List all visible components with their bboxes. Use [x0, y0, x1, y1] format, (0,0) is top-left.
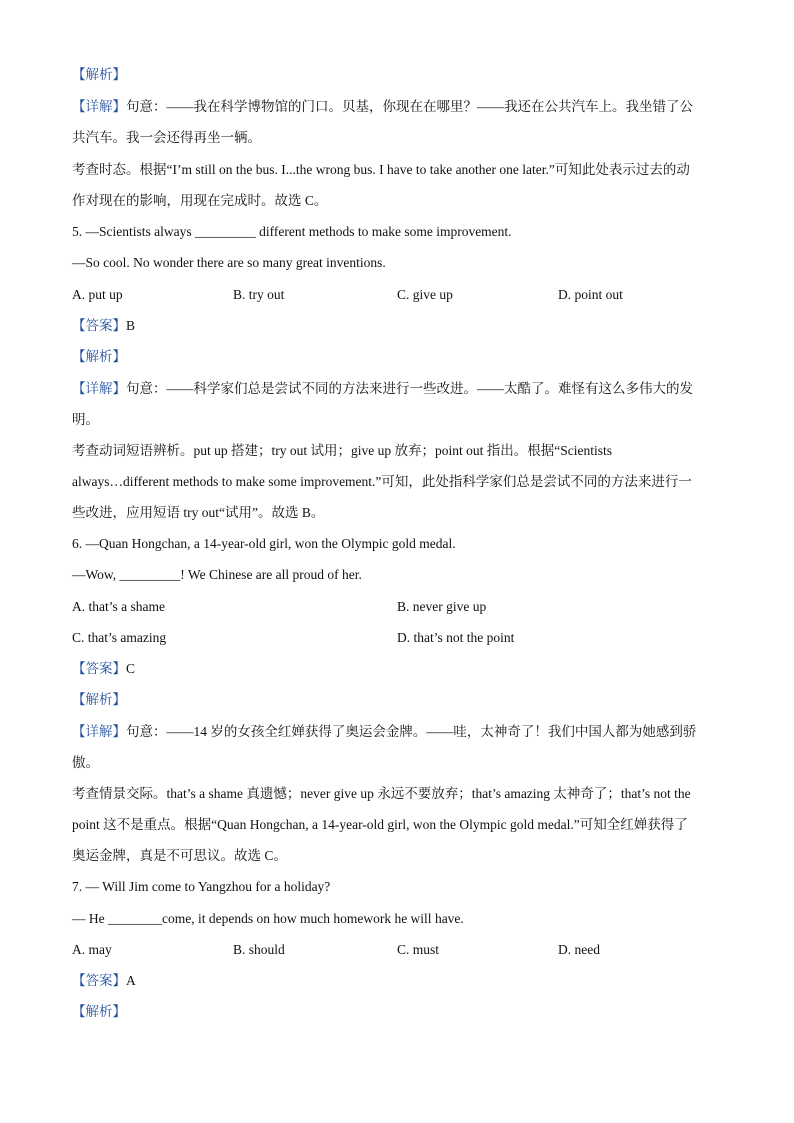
q5-explanation-end: 些改进，应用短语 try out“试用”。故选 B。 — [72, 505, 325, 520]
q6-answer-value: C — [126, 661, 136, 676]
q6-explanation-cont: point 这不是重点。根据“Quan Hongchan, a 14-year-old girl, won the Olympic gold medal.”可知全红婵获得了 — [72, 817, 688, 832]
q6-option-d: D. that’s not the point — [397, 630, 515, 645]
analysis-label: 【解析】 — [72, 67, 126, 82]
question-7-stem: 7. — Will Jim come to Yangzhou for a holiday? — [72, 879, 331, 894]
q5-detail-text: 【详解】句意：——科学家们总是尝试不同的方法来进行一些改进。——太酷了。难怪有这么多伟大的发 — [72, 381, 693, 396]
q6-detail-text-cont: 傲。 — [72, 755, 99, 770]
q5-explanation-cont: always…different methods to make some improvement.”可知，此处指科学家们总是尝试不同的方法来进行一 — [72, 474, 692, 489]
question-5-stem: 5. —Scientists always _________ different methods to make some improvement. — [72, 224, 512, 239]
explanation-text: 考查时态。根据“I’m still on the bus. I...the wrong bus. I have to take another one later.”可知此处表示过去的动 — [72, 162, 690, 177]
q5-detail-body: 句意：——科学家们总是尝试不同的方法来进行一些改进。——太酷了。难怪有这么多伟大的发 — [126, 381, 693, 396]
q6-option-a: A. that’s a shame — [72, 599, 165, 614]
q6-detail-body: 句意：——14 岁的女孩全红婵获得了奥运会金牌。——哇，太神奇了！我们中国人都为她感到骄 — [126, 724, 697, 739]
q5-option-c: C. give up — [397, 287, 453, 302]
q6-option-c: C. that’s amazing — [72, 630, 167, 645]
q7-option-c: C. must — [397, 942, 440, 957]
q7-option-a: A. may — [72, 942, 112, 957]
detail-text-body: 句意：——我在科学博物馆的门口。贝基，你现在在哪里？——我还在公共汽车上。我坐错了公 — [126, 99, 693, 114]
q5-option-a: A. put up — [72, 287, 123, 302]
detail-text: 【详解】句意：——我在科学博物馆的门口。贝基，你现在在哪里？——我还在公共汽车上。我坐错了公 — [72, 99, 693, 114]
question-6-reply: —Wow, _________! We Chinese are all proud of her. — [72, 567, 362, 582]
q6-option-b: B. never give up — [397, 599, 487, 614]
detail-text-cont: 共汽车。我一会还得再坐一辆。 — [72, 130, 261, 145]
q6-detail-text: 【详解】句意：——14 岁的女孩全红婵获得了奥运会金牌。——哇，太神奇了！我们中国人都为她感到骄 — [72, 724, 697, 739]
q5-analysis-label: 【解析】 — [72, 349, 126, 364]
q7-option-b: B. should — [233, 942, 285, 957]
q7-option-d: D. need — [558, 942, 600, 957]
q7-analysis-label: 【解析】 — [72, 1004, 126, 1019]
question-7-reply: — He ________come, it depends on how much homework he will have. — [72, 911, 464, 926]
question-6-stem: 6. —Quan Hongchan, a 14-year-old girl, won the Olympic gold medal. — [72, 536, 456, 551]
q7-answer-value: A — [126, 973, 136, 988]
q6-answer: 【答案】C — [72, 661, 136, 676]
q6-explanation: 考查情景交际。that’s a shame 真遗憾；never give up 永远不要放弃；that’s amazing 太神奇了；that’s not the — [72, 786, 691, 801]
explanation-text-cont: 作对现在的影响，用现在完成时。故选 C。 — [72, 193, 328, 208]
q5-explanation: 考查动词短语辨析。put up 搭建；try out 试用；give up 放弃；point out 指出。根据“Scientists — [72, 443, 612, 458]
q5-detail-text-cont: 明。 — [72, 412, 99, 427]
q6-analysis-label: 【解析】 — [72, 692, 126, 707]
q5-answer-value: B — [126, 318, 136, 333]
question-5-reply: —So cool. No wonder there are so many great inventions. — [72, 255, 386, 270]
q6-explanation-end: 奥运金牌，真是不可思议。故选 C。 — [72, 848, 287, 863]
q5-answer: 【答案】B — [72, 318, 136, 333]
q5-option-b: B. try out — [233, 287, 285, 302]
q7-answer: 【答案】A — [72, 973, 136, 988]
q5-option-d: D. point out — [558, 287, 623, 302]
